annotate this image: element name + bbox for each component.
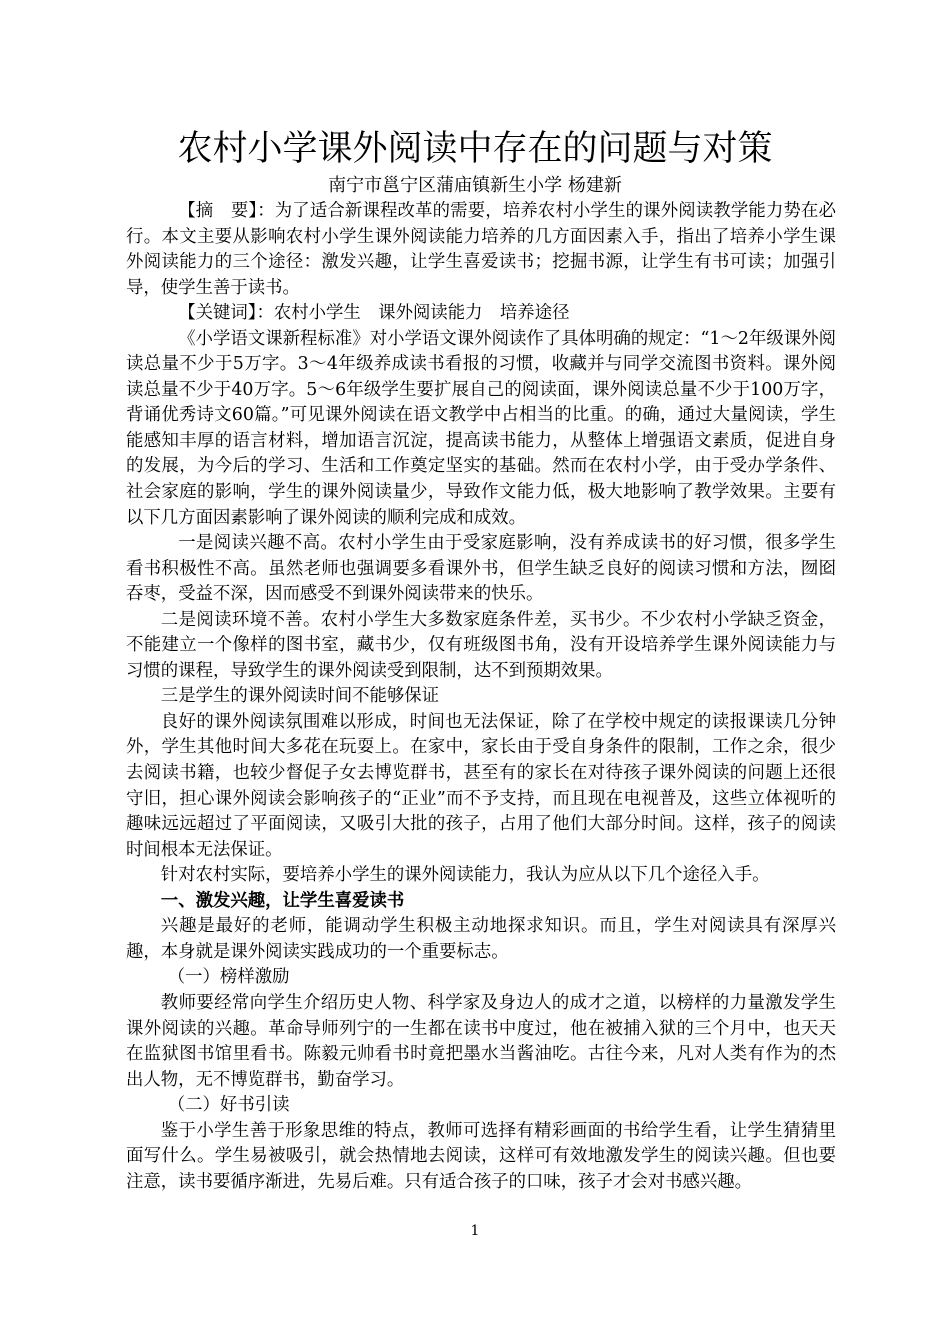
- subsection-heading: （一）榜样激励: [167, 967, 290, 988]
- author-line: 南宁市邕宁区蒲庙镇新生小学 杨建新: [328, 175, 622, 196]
- keywords-paragraph: 【关键词】：农村小学生 课外阅读能力 培养途径: [178, 303, 570, 324]
- body-paragraph: 《小学语文课新程标准》对小学语文课外阅读作了具体明确的规定：“1～2年级课外阅读总量不少于5万字。3～4年级养成读书看报的习惯，收藏并与同学交流图书资料。课外阅读总量不少于40万字。5～6年级学生要扩展自己的阅读面，课外阅读总量不少于100万字，背诵优秀诗文60篇。”可见课外阅读在语文教学中占相当的比重。的确，通过大量阅读，学生能感知丰厚的语言材料，增加语言沉淀，提高读书能力，从整体上增强语文素质，促进自身的发展，为今后的学习、生活和工作奠定坚实的基础。然而在农村小学，由于受办学条件、社会家庭的影响，学生的课外阅读量少，导致作文能力低，极大地影响了教学效果。主要有以下几方面因素影响了课外阅读的顺利完成和成效。: [126, 328, 836, 528]
- document-body: [126, 199, 836, 1195]
- section-heading: 一、激发兴趣，让学生喜爱读书: [160, 890, 405, 911]
- body-paragraph: 一是阅读兴趣不高。农村小学生由于受家庭影响，没有养成读书的好习惯，很多学生看书积极性不高。虽然老师也强调要多看课外书，但学生缺乏良好的阅读习惯和方法，囫囵吞枣，受益不深，因而感受不到课外阅读带来的快乐。: [126, 533, 836, 605]
- body-paragraph: 良好的课外阅读氛围难以形成，时间也无法保证，除了在学校中规定的读报课读几分钟外，学生其他时间大多花在玩耍上。在家中，家长由于受自身条件的限制，工作之余，很少去阅读书籍，也较少督促子女去博览群书，甚至有的家长在对待孩子课外阅读的问题上还很守旧，担心课外阅读会影响孩子的“正业”而不予支持，而且现在电视普及，这些立体视听的趣味远远超过了平面阅读，又吸引大批的孩子，占用了他们大部分时间。这样，孩子的阅读时间根本无法保证。: [126, 711, 836, 860]
- body-paragraph: 鉴于小学生善于形象思维的特点，教师可选择有精彩画面的书给学生看，让学生猜猜里面写什么。学生易被吸引，就会热情地去阅读，这样可有效地激发学生的阅读兴趣。但也要注意，读书要循序渐进，先易后难。只有适合孩子的口味，孩子才会对书感兴趣。: [126, 1120, 836, 1192]
- body-paragraph: 教师要经常向学生介绍历史人物、科学家及身边人的成才之道，以榜样的力量激发学生课外阅读的兴趣。革命导师列宁的一生都在读书中度过，他在被捕入狱的三个月中，也天天在监狱图书馆里看书。陈毅元帅看书时竟把墨水当酱油吃。古往今来，凡对人类有作为的杰出人物，无不博览群书，勤奋学习。: [126, 992, 836, 1090]
- body-paragraph: 二是阅读环境不善。农村小学生大多数家庭条件差，买书少。不少农村小学缺乏资金，不能建立一个像样的图书室，藏书少，仅有班级图书角，没有开设培养学生课外阅读能力与习惯的课程，导致学生的课外阅读受到限制，达不到预期效果。: [126, 609, 836, 681]
- body-paragraph: 兴趣是最好的老师，能调动学生积极主动地探求知识。而且，学生对阅读具有深厚兴趣，本身就是课外阅读实践成功的一个重要标志。: [126, 916, 836, 962]
- page-number: 1: [470, 1223, 480, 1239]
- section-heading: 三是学生的课外阅读时间不能够保证: [160, 686, 440, 707]
- subsection-heading: （二）好书引读: [167, 1095, 290, 1116]
- abstract-paragraph: 【摘 要】：为了适合新课程改革的需要，培养农村小学生的课外阅读教学能力势在必行。本文主要从影响农村小学生课外阅读能力培养的几方面因素入手，指出了培养小学生课外阅读能力的三个途径：激发兴趣，让学生喜爱读书；挖掘书源，让学生有书可读；加强引导，使学生善于读书。: [126, 201, 836, 298]
- body-paragraph: 针对农村实际，要培养小学生的课外阅读能力，我认为应从以下几个途径入手。: [160, 865, 770, 886]
- document-title: 农村小学课外阅读中存在的问题与对策: [177, 129, 773, 169]
